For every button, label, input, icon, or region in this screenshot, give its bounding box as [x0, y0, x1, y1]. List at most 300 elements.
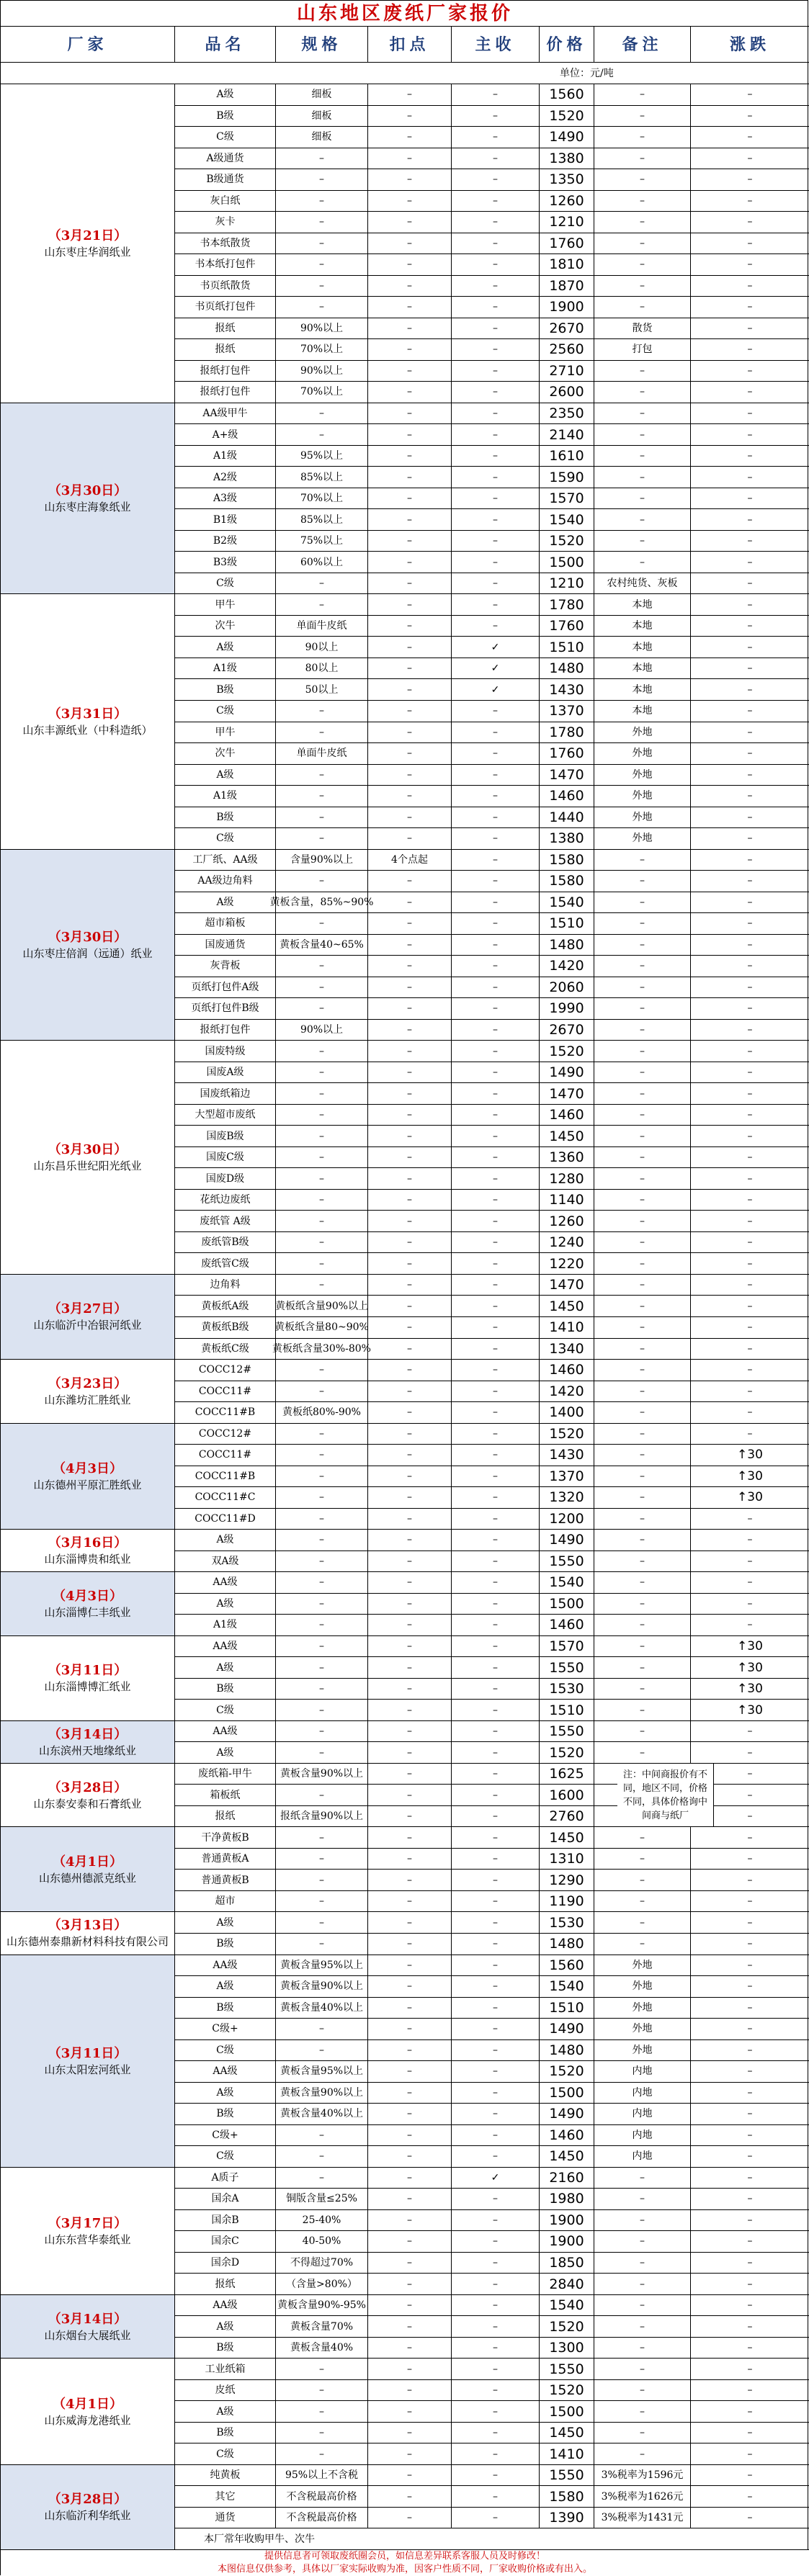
cell-remarks: – — [594, 1296, 691, 1316]
quote-date: （3月30日） — [48, 929, 128, 945]
cell-deduction: – — [368, 2316, 452, 2337]
table-row — [175, 2189, 809, 2210]
cell-price: 1490 — [540, 2019, 594, 2039]
cell-change: – — [747, 1725, 753, 1738]
cell-deduction: – — [368, 743, 452, 764]
cell-product: 普通黄板A — [175, 1849, 276, 1870]
cell-change: – — [747, 259, 753, 271]
table-row — [175, 2061, 809, 2083]
cell-product: 超市 — [175, 1891, 276, 1912]
cell-price: 1780 — [540, 594, 594, 615]
cell-remarks: – — [594, 1551, 691, 1572]
cell-spec: 黄板含量40% — [276, 2338, 368, 2359]
cell-price: 1490 — [540, 1530, 594, 1550]
cell-main-purchase: – — [452, 1934, 540, 1955]
table-row — [175, 1253, 809, 1275]
cell-change: – — [747, 2320, 753, 2333]
cell-deduction: 4个点起 — [368, 850, 452, 871]
cell-change: – — [747, 89, 753, 101]
quote-date: （3月16日） — [48, 1535, 128, 1551]
cell-price: 1460 — [540, 1615, 594, 1635]
cell-deduction: – — [368, 1020, 452, 1041]
cell-change: – — [747, 2129, 753, 2141]
cell-main-purchase: – — [452, 1232, 540, 1253]
table-row — [175, 424, 809, 446]
cell-change: – — [747, 790, 753, 802]
cell-main-purchase: – — [452, 446, 540, 467]
cell-main-purchase: – — [452, 1445, 540, 1466]
quote-date: （3月27日） — [48, 1301, 128, 1317]
cell-remarks: – — [594, 488, 691, 509]
table-row — [175, 1764, 809, 1785]
cell-main-purchase: – — [452, 2019, 540, 2039]
cell-remarks: – — [594, 446, 691, 467]
cell-deduction: – — [368, 2443, 452, 2464]
cell-main-purchase: – — [452, 1657, 540, 1678]
row-note: 本厂常年收购甲牛、次牛 — [204, 2533, 315, 2545]
cell-product: B级通货 — [175, 169, 276, 190]
cell-deduction: – — [368, 84, 452, 105]
cell-remarks: 3%税率为1596元 — [594, 2465, 691, 2486]
quote-date: （4月3日） — [52, 1588, 123, 1604]
cell-product: 国余D — [175, 2253, 276, 2274]
cell-price: 1430 — [540, 1445, 594, 1466]
cell-product: 灰卡 — [175, 212, 276, 233]
cell-product: A1级 — [175, 786, 276, 807]
cell-product: COCC11# — [175, 1445, 276, 1466]
manufacturer-cell — [1, 1721, 175, 1764]
cell-price: 1520 — [540, 531, 594, 552]
cell-spec: 95%以上 — [276, 446, 368, 467]
cell-deduction: – — [368, 467, 452, 488]
cell-change: – — [747, 131, 753, 143]
cell-price: 2670 — [540, 1020, 594, 1041]
cell-deduction: – — [368, 1594, 452, 1615]
table-row — [175, 127, 809, 148]
cell-deduction: – — [368, 1891, 452, 1912]
cell-change: – — [747, 2469, 753, 2482]
cell-spec: – — [276, 1424, 368, 1445]
cell-main-purchase: – — [452, 531, 540, 552]
cell-deduction: – — [368, 998, 452, 1019]
table-row — [175, 765, 809, 786]
cell-product: 国余C — [175, 2231, 276, 2252]
table-row — [175, 1402, 809, 1424]
cell-deduction: – — [368, 1402, 452, 1423]
cell-product: 国废B级 — [175, 1126, 276, 1146]
cell-main-purchase: – — [452, 1381, 540, 1402]
header-manufacturer: 厂家 — [1, 27, 175, 63]
cell-change: – — [747, 620, 753, 632]
cell-remarks: – — [594, 1211, 691, 1231]
cell-product: 灰白纸 — [175, 191, 276, 212]
cell-product: AA级边角料 — [175, 871, 276, 892]
cell-remarks: – — [594, 998, 691, 1019]
cell-change: – — [747, 2193, 753, 2205]
table-row — [175, 594, 809, 616]
cell-spec: – — [276, 1381, 368, 1402]
cell-deduction: – — [368, 1147, 452, 1168]
cell-product: A级 — [175, 765, 276, 786]
table-row — [175, 403, 809, 425]
cell-deduction: – — [368, 2253, 452, 2274]
cell-main-purchase: – — [452, 828, 540, 849]
cell-price: 1520 — [540, 2316, 594, 2337]
cell-deduction: – — [368, 1360, 452, 1381]
cell-change: – — [747, 896, 753, 908]
cell-product: AA级 — [175, 1636, 276, 1657]
cell-deduction: – — [368, 2380, 452, 2401]
cell-product: A级 — [175, 1530, 276, 1550]
cell-change: – — [747, 938, 753, 951]
cell-main-purchase: – — [452, 2210, 540, 2231]
cell-deduction: – — [368, 403, 452, 424]
cell-deduction: – — [368, 892, 452, 913]
cell-change: – — [747, 556, 753, 568]
cell-spec: – — [276, 1912, 368, 1933]
cell-change: – — [747, 1130, 753, 1142]
cell-remarks: – — [594, 2189, 691, 2209]
cell-change: – — [747, 1746, 753, 1759]
cell-spec: 黄板含量40%以上 — [276, 2104, 368, 2124]
cell-spec: – — [276, 424, 368, 445]
cell-remarks: 外地 — [594, 1976, 691, 1997]
cell-product: 书本纸散货 — [175, 233, 276, 254]
cell-change: – — [747, 1512, 753, 1525]
cell-spec: – — [276, 1594, 368, 1615]
cell-change: – — [747, 1938, 753, 1950]
cell-deduction: – — [368, 1126, 452, 1146]
cell-change: – — [747, 578, 753, 590]
manufacturer-name: 山东昌乐世纪阳光纸业 — [33, 1159, 142, 1173]
cell-remarks: – — [594, 2231, 691, 2252]
cell-main-purchase: – — [452, 1679, 540, 1700]
table-row — [175, 339, 809, 361]
cell-change: – — [747, 2235, 753, 2248]
quote-date: （3月28日） — [48, 1780, 128, 1795]
cell-remarks: – — [594, 1105, 691, 1126]
cell-main-purchase: – — [452, 1168, 540, 1189]
cell-price: 1500 — [540, 2083, 594, 2104]
cell-change: – — [747, 408, 753, 419]
cell-product: AA级 — [175, 1955, 276, 1976]
cell-remarks: 内地 — [594, 2104, 691, 2124]
manufacturer-cell — [1, 403, 175, 595]
cell-remarks: – — [594, 403, 691, 424]
cell-main-purchase: – — [452, 1551, 540, 1572]
cell-remarks: – — [594, 531, 691, 552]
table-row — [175, 2359, 809, 2380]
cell-price: 1200 — [540, 1509, 594, 1530]
cell-product: 国废A级 — [175, 1062, 276, 1083]
cell-remarks: – — [594, 1636, 691, 1657]
unit-label: 单位：元/吨 — [1, 63, 809, 84]
cell-product: COCC11# — [175, 1381, 276, 1402]
cell-spec: – — [276, 2359, 368, 2379]
cell-spec: 80以上 — [276, 658, 368, 679]
cell-spec: – — [276, 233, 368, 254]
cell-spec: – — [276, 297, 368, 318]
cell-spec: 黄板含量70% — [276, 2316, 368, 2337]
cell-price: 1210 — [540, 573, 594, 594]
cell-change: – — [747, 811, 753, 823]
cell-product: 花纸边废纸 — [175, 1190, 276, 1211]
cell-spec: – — [276, 2019, 368, 2039]
table-row — [175, 1551, 809, 1573]
cell-product: C级 — [175, 701, 276, 722]
quote-date: （3月21日） — [48, 228, 128, 243]
cell-spec: – — [276, 254, 368, 275]
cell-change: – — [747, 152, 753, 164]
manufacturer-name: 山东太阳宏河纸业 — [44, 2063, 131, 2076]
cell-main-purchase: – — [452, 2040, 540, 2061]
cell-deduction: – — [368, 531, 452, 552]
manufacturer-name: 山东淄博仁丰纸业 — [44, 1605, 131, 1619]
manufacturer-name: 山东德州泰鼎新材料科技有限公司 — [6, 1935, 169, 1949]
cell-remarks: – — [594, 2359, 691, 2379]
header-remarks: 备注 — [594, 27, 691, 63]
cell-product: B1级 — [175, 509, 276, 530]
cell-main-purchase: ✓ — [452, 637, 540, 658]
cell-remarks: – — [594, 892, 691, 913]
cell-main-purchase: – — [452, 552, 540, 573]
table-row — [175, 382, 809, 403]
table-row — [175, 913, 809, 935]
cell-deduction: – — [368, 1317, 452, 1338]
table-row — [175, 1806, 809, 1828]
cell-deduction: – — [368, 127, 452, 148]
cell-product: AA级 — [175, 2061, 276, 2082]
footer-line-1: 提供信息者可领取废纸圈会员，如信息差异联系客服人员及时修改！ — [264, 2551, 545, 2562]
cell-deduction: – — [368, 807, 452, 828]
cell-change: – — [747, 1237, 753, 1249]
cell-product: A+级 — [175, 424, 276, 445]
cell-spec: 黄板含量40%以上 — [276, 1998, 368, 2019]
cell-remarks: – — [594, 1615, 691, 1635]
cell-deduction: – — [368, 828, 452, 849]
cell-main-purchase: – — [452, 892, 540, 913]
cell-spec: 黄板含量90%以上 — [276, 1976, 368, 1997]
cell-price: 1510 — [540, 913, 594, 934]
cell-remarks: – — [594, 935, 691, 956]
cell-deduction: – — [368, 2274, 452, 2294]
cell-deduction: – — [368, 1381, 452, 1402]
cell-change: – — [747, 1916, 753, 1929]
cell-product: B级 — [175, 1998, 276, 2019]
cell-deduction: – — [368, 1636, 452, 1657]
cell-change: – — [747, 1024, 753, 1036]
cell-remarks: – — [594, 254, 691, 275]
cell-product: 干净黄板B — [175, 1827, 276, 1848]
cell-price: 1480 — [540, 935, 594, 956]
manufacturer-cell — [1, 84, 175, 403]
cell-deduction: – — [368, 1615, 452, 1635]
cell-remarks: – — [594, 1912, 691, 1933]
cell-deduction: – — [368, 2338, 452, 2359]
cell-main-purchase: – — [452, 2316, 540, 2337]
cell-main-purchase: – — [452, 1296, 540, 1316]
cell-product: 通货 — [175, 2508, 276, 2528]
cell-spec: 报纸含量90%以上 — [276, 1806, 368, 1827]
cell-price: 1380 — [540, 148, 594, 169]
cell-price: 1580 — [540, 850, 594, 871]
cell-change: – — [747, 1087, 753, 1100]
cell-remarks: – — [594, 424, 691, 445]
quote-date: （3月23日） — [48, 1375, 128, 1391]
quote-date: （4月1日） — [52, 2396, 123, 2412]
cell-change: – — [747, 2278, 753, 2290]
sheet-title: 山东地区废纸厂家报价 — [1, 1, 809, 27]
table-row — [175, 2465, 809, 2487]
cell-product: C级 — [175, 828, 276, 849]
footer-line-2: 本图信息仅供参考，具体以厂家实际收购为准，因客户性质不同，厂家收购价格或有出入。 — [217, 2564, 592, 2575]
table-row — [175, 2168, 809, 2189]
cell-deduction: – — [368, 254, 452, 275]
cell-spec: 90%以上 — [276, 361, 368, 382]
manufacturer-cell — [1, 1424, 175, 1530]
cell-price: 1540 — [540, 1572, 594, 1593]
table-row — [175, 233, 809, 255]
cell-deduction: – — [368, 1700, 452, 1720]
cell-deduction: – — [368, 1253, 452, 1274]
table-row — [175, 1083, 809, 1105]
cell-deduction: – — [368, 1530, 452, 1550]
cell-price: 1760 — [540, 616, 594, 637]
cell-change: ↑30 — [737, 1639, 763, 1653]
cell-deduction: – — [368, 446, 452, 467]
table-row — [175, 786, 809, 807]
cell-spec: – — [276, 1615, 368, 1635]
cell-spec: – — [276, 913, 368, 934]
cell-spec: – — [276, 786, 368, 807]
cell-price: 1260 — [540, 191, 594, 212]
cell-spec: – — [276, 1870, 368, 1890]
cell-change: – — [747, 641, 753, 653]
cell-deduction: – — [368, 169, 452, 190]
cell-price: 1900 — [540, 297, 594, 318]
cell-main-purchase: – — [452, 1253, 540, 1274]
cell-price: 1520 — [540, 1041, 594, 1062]
cell-change: – — [747, 833, 753, 845]
cell-main-purchase: – — [452, 573, 540, 594]
cell-price: 1480 — [540, 2040, 594, 2061]
cell-remarks: – — [594, 1445, 691, 1466]
table-row — [175, 828, 809, 850]
cell-change: – — [747, 768, 753, 781]
cell-price: 1520 — [540, 106, 594, 127]
table-row — [175, 637, 809, 658]
cell-main-purchase: – — [452, 339, 540, 360]
quote-date: （3月14日） — [48, 2311, 128, 2327]
cell-change: – — [747, 853, 753, 866]
cell-price: 1210 — [540, 212, 594, 233]
cell-spec: – — [276, 1062, 368, 1083]
manufacturer-name: 山东泰安泰和石膏纸业 — [33, 1797, 142, 1810]
table-row — [175, 2295, 809, 2317]
cell-deduction: – — [368, 1466, 452, 1487]
cell-product: C级+ — [175, 2019, 276, 2039]
cell-main-purchase: – — [452, 1487, 540, 1508]
header-product: 品名 — [175, 27, 276, 63]
table-row — [175, 2146, 809, 2168]
cell-change: – — [747, 726, 753, 738]
cell-product: A级 — [175, 1657, 276, 1678]
table-row — [175, 2125, 809, 2147]
cell-remarks: 打包 — [594, 339, 691, 360]
quote-date: （3月30日） — [48, 483, 128, 499]
cell-main-purchase: – — [452, 233, 540, 254]
cell-spec: – — [276, 998, 368, 1019]
cell-remarks: 内地 — [594, 2083, 691, 2104]
table-row — [175, 850, 809, 871]
cell-deduction: – — [368, 1742, 452, 1763]
quote-date: （3月14日） — [48, 1726, 128, 1742]
table-row — [175, 1998, 809, 2019]
cell-deduction: – — [368, 2040, 452, 2061]
cell-spec: 70%以上 — [276, 339, 368, 360]
cell-deduction: – — [368, 871, 452, 892]
manufacturer-name: 山东淄博博汇纸业 — [44, 1680, 131, 1694]
cell-change: – — [747, 1342, 753, 1355]
cell-price: 1600 — [540, 1785, 594, 1805]
cell-main-purchase: – — [452, 361, 540, 382]
cell-product: 报纸 — [175, 318, 276, 339]
cell-remarks: 本地 — [594, 658, 691, 679]
cell-spec: 90%以上 — [276, 318, 368, 339]
table-row — [175, 1721, 809, 1743]
cell-change: – — [747, 450, 753, 462]
cell-deduction: – — [368, 1912, 452, 1933]
manufacturer-name: 山东潍坊汇胜纸业 — [44, 1393, 131, 1406]
cell-change: – — [747, 1045, 753, 1057]
cell-product: 国废纸箱边 — [175, 1083, 276, 1104]
table-row — [175, 1147, 809, 1169]
table-row — [175, 1615, 809, 1636]
manufacturer-cell — [1, 1041, 175, 1275]
manufacturer-cell — [1, 1955, 175, 2168]
cell-main-purchase: – — [452, 318, 540, 339]
cell-change: – — [747, 535, 753, 547]
cell-product: COCC11#D — [175, 1509, 276, 1530]
cell-product: A级 — [175, 637, 276, 658]
cell-spec: – — [276, 594, 368, 615]
table-row — [175, 2083, 809, 2104]
cell-remarks: – — [594, 1721, 691, 1742]
cell-product: 双A级 — [175, 1551, 276, 1572]
cell-spec: – — [276, 1126, 368, 1146]
cell-spec: – — [276, 1487, 368, 1508]
cell-main-purchase: ✓ — [452, 2168, 540, 2189]
cell-deduction: – — [368, 1955, 452, 1976]
cell-change: – — [747, 1385, 753, 1397]
cell-main-purchase: – — [452, 2274, 540, 2294]
cell-deduction: – — [368, 935, 452, 956]
cell-spec: – — [276, 701, 368, 722]
cell-main-purchase: – — [452, 1424, 540, 1445]
table-row — [175, 1955, 809, 1977]
cell-product: A级通货 — [175, 148, 276, 169]
cell-price: 2670 — [540, 318, 594, 339]
cell-change: – — [747, 322, 753, 334]
cell-change: – — [747, 1109, 753, 1121]
cell-spec: – — [276, 2423, 368, 2443]
cell-deduction: – — [368, 722, 452, 743]
cell-product: AA级 — [175, 1721, 276, 1742]
cell-change: – — [747, 2363, 753, 2375]
cell-price: 1580 — [540, 2486, 594, 2507]
cell-main-purchase: – — [452, 1998, 540, 2019]
cell-product: C级 — [175, 573, 276, 594]
